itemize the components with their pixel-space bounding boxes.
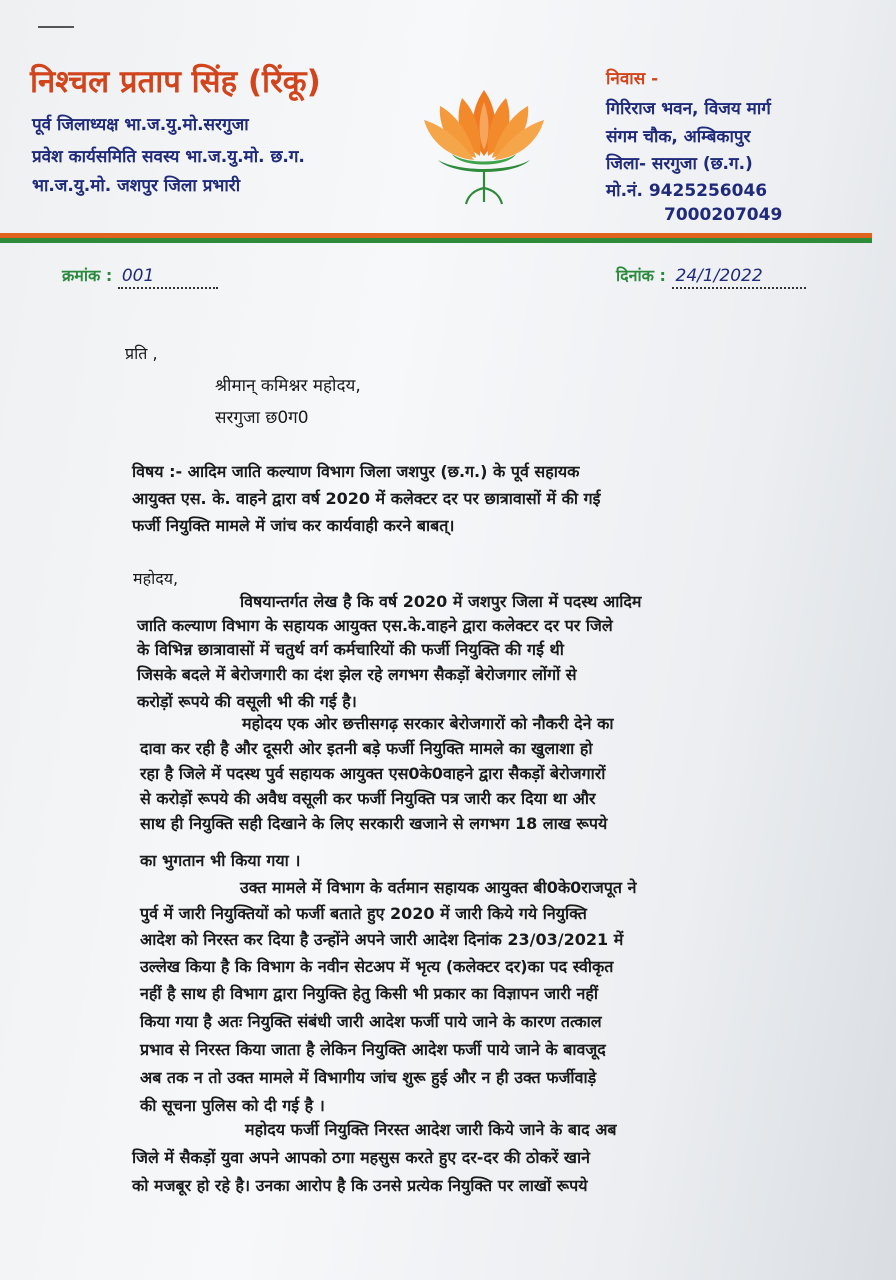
reference-date-value: 24/1/2022 xyxy=(672,266,806,289)
paragraph-line: प्रभाव से निरस्त किया जाता है लेकिन नियुक्ति आदेश फर्जी पाये जाने के बावजूद xyxy=(140,1040,606,1059)
green-band xyxy=(0,238,872,243)
salutation: महोदय, xyxy=(133,569,179,588)
paragraph-line: का भुगतान भी किया गया । xyxy=(140,851,301,870)
paragraph-line: जिले में सैकड़ों युवा अपने आपको ठगा महसुस करते हुए दर-दर की ठोकरें खाने xyxy=(132,1148,591,1167)
paragraph-line: रहा है जिले में पदस्थ पुर्व सहायक आयुक्त एस0के0वाहने द्वारा सैकड़ों बेरोजगारों xyxy=(140,764,606,783)
residence-label: निवास - xyxy=(606,69,659,89)
paragraph-line: दावा कर रही है और दूसरी ओर इतनी बड़े फर्जी नियुक्ति मामले का खुलाशा हो xyxy=(140,739,593,758)
paragraph-line: जाति कल्याण विभाग के सहायक आयुक्त एस.के.वाहने द्वारा कलेक्टर दर पर जिले xyxy=(137,616,613,635)
reference-date-label: दिनांक : xyxy=(616,266,666,285)
paragraph-line: महोदय फर्जी नियुक्ति निरस्त आदेश जारी किये जाने के बाद अब xyxy=(245,1120,617,1139)
recipient-line-2: सरगुजा छ0ग0 xyxy=(215,408,309,428)
address-line-2: संगम चौक, अम्बिकापुर xyxy=(606,127,751,147)
phone-line-1: मो.नं. 9425256046 xyxy=(606,181,768,201)
recipient-to: प्रति , xyxy=(125,344,158,363)
paragraph-line: उल्लेख किया है कि विभाग के नवीन सेटअप में भृत्य (कलेक्टर दर)का पद स्वीकृत xyxy=(140,957,614,976)
paragraph-line: महोदय एक ओर छत्तीसगढ़ सरकार बेरोजगारों को नौकरी देने का xyxy=(242,714,614,733)
reference-number-value: 001 xyxy=(118,266,218,289)
reference-date xyxy=(616,264,806,289)
reference-number-label: क्रमांक : xyxy=(62,266,113,285)
paragraph-line: के विभिन्न छात्रावासों में चतुर्थ वर्ग कर्मचारियों की फर्जी नियुक्ति की गई थी xyxy=(137,640,564,659)
paragraph-line: से करोड़ों रूपये की अवैध वसूली कर फर्जी नियुक्ति पत्र जारी कर दिया था और xyxy=(140,789,596,808)
paragraph-line: नहीं है साथ ही विभाग द्वारा नियुक्ति हेतु किसी भी प्रकार का विज्ञापन जारी नहीं xyxy=(140,984,598,1003)
paragraph-line: को मजबूर हो रहे है। उनका आरोप है कि उनसे प्रत्येक नियुक्ति पर लाखों रूपये xyxy=(132,1176,588,1195)
subject-line-1: विषय :- आदिम जाति कल्याण विभाग जिला जशपुर (छ.ग.) के पूर्व सहायक xyxy=(132,462,580,481)
recipient-line-1: श्रीमान् कमिश्नर महोदय, xyxy=(215,376,361,396)
paragraph-line: किया गया है अतः नियुक्ति संबंधी जारी आदेश फर्जी पाये जाने के कारण तत्काल xyxy=(140,1012,602,1031)
subject-line-3: फर्जी नियुक्ति मामले में जांच कर कार्यवाही करने बाबत्। xyxy=(132,516,455,535)
paragraph-line: करोड़ों रूपये की वसूली भी की गई है। xyxy=(137,692,357,711)
address-line-3: जिला- सरगुजा (छ.ग.) xyxy=(606,154,753,174)
paragraph-line: पुर्व में जारी नियुक्तियों को फर्जी बताते हुए 2020 में जारी किये गये नियुक्ति xyxy=(140,904,587,923)
paragraph-line: आदेश को निरस्त कर दिया है उन्होंने अपने जारी आदेश दिनांक 23/03/2021 में xyxy=(140,930,624,949)
sender-title-2: प्रवेश कार्यसमिति सवस्य भा.ज.यु.मो. छ.ग. xyxy=(32,147,305,167)
lotus-icon xyxy=(418,84,550,212)
paragraph-line: जिसके बदले में बेरोजगारी का दंश झेल रहे लगभग सैकड़ों बेरोजगार लोंगों से xyxy=(137,665,577,684)
sender-title-1: पूर्व जिलाध्यक्ष भा.ज.यु.मो.सरगुजा xyxy=(32,115,249,135)
sender-title-3: भा.ज.यु.मो. जशपुर जिला प्रभारी xyxy=(32,176,241,196)
paragraph-line: अब तक न तो उक्त मामले में विभागीय जांच शुरू हुई और न ही उक्त फर्जीवाड़े xyxy=(140,1068,597,1087)
paragraph-line: उक्त मामले में विभाग के वर्तमान सहायक आयुक्त बी0के0राजपूत ने xyxy=(240,878,637,897)
address-line-1: गिरिराज भवन, विजय मार्ग xyxy=(606,99,771,119)
phone-line-2: 7000207049 xyxy=(664,205,783,225)
sender-name: निश्चल प्रताप सिंह (रिंकू) xyxy=(30,64,321,100)
subject-line-2: आयुक्त एस. के. वाहने द्वारा वर्ष 2020 में कलेक्टर दर पर छात्रावासों में की गई xyxy=(132,489,601,508)
paragraph-line: विषयान्तर्गत लेख है कि वर्ष 2020 में जशपुर जिला में पदस्थ आदिम xyxy=(240,592,642,611)
reference-number xyxy=(62,264,218,289)
paragraph-line: साथ ही नियुक्ति सही दिखाने के लिए सरकारी खजाने से लगभग 18 लाख रूपये xyxy=(140,814,608,833)
top-mark xyxy=(38,26,74,28)
paragraph-line: की सूचना पुलिस को दी गई है । xyxy=(140,1096,325,1115)
